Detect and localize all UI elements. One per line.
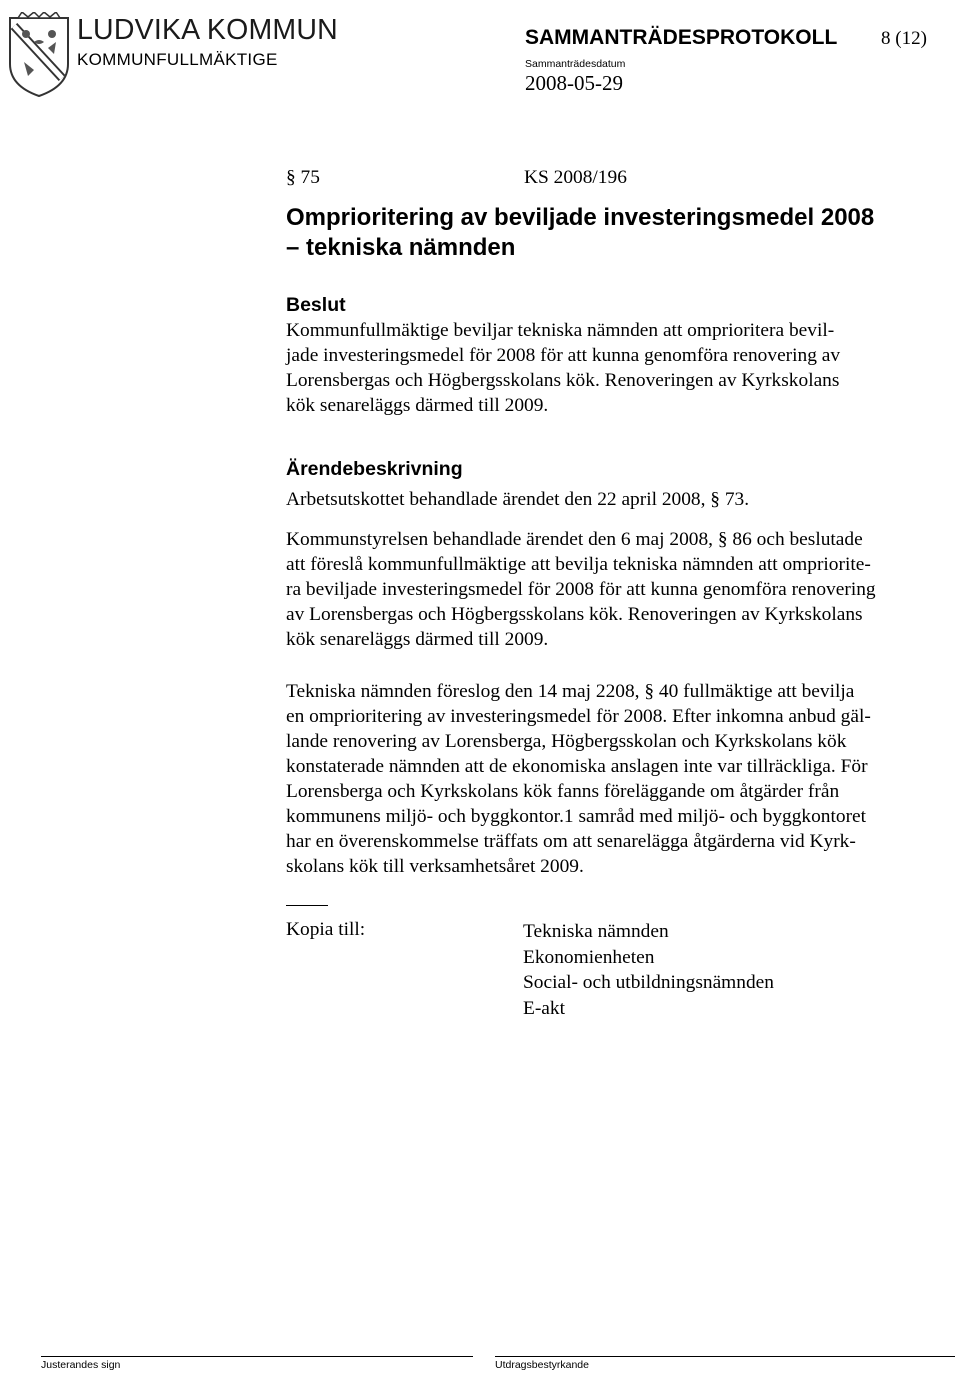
paragraph-number: § 75: [286, 167, 320, 188]
text-line: jade investeringsmedel för 2008 för att kunna genomföra renovering av: [286, 345, 841, 366]
text-line: Arbetsutskottet behandlade ärendet den 22 april 2008, § 73.: [286, 489, 750, 510]
text-line: att föreslå kommunfullmäktige att bevilja tekniska nämnden att omprioritе-: [286, 554, 871, 575]
item-title: [286, 203, 874, 263]
organization-name: LUDVIKA KOMMUN: [77, 14, 338, 46]
copy-recipient: Social- och utbildningsnämnden: [523, 972, 774, 993]
text-line: Lorensbergas och Högbergsskolans kök. Renoveringen av Kyrkskolans: [286, 370, 840, 391]
page-number: 8 (12): [881, 28, 927, 49]
copy-to-label: Kopia till:: [286, 919, 366, 940]
meeting-date-label: Sammanträdesdatum: [525, 58, 626, 70]
item-title-line: – tekniska nämnden: [286, 234, 516, 261]
arende-paragraph-1: [286, 487, 954, 512]
extract-certification-label: Utdragsbestyrkande: [495, 1359, 589, 1371]
copy-to-list: [523, 919, 774, 1021]
separator-rule: [286, 905, 328, 906]
beslut-heading: Beslut: [286, 294, 346, 316]
text-line: ra beviljade investeringsmedel för 2008 för att kunna genomföra renovering: [286, 579, 876, 600]
coat-of-arms-icon: [4, 12, 74, 98]
beslut-text: [286, 318, 954, 418]
text-line: har en överenskommelse träffats om att senarelägga åtgärderna vid Kyrk-: [286, 831, 856, 852]
item-title-line: Omprioritering av beviljade investeringsmedel 2008: [286, 204, 875, 231]
organization-body: KOMMUNFULLMÄKTIGE: [77, 50, 278, 69]
text-line: konstaterade nämnden att de ekonomiska anslagen inte var tillräckliga. För: [286, 756, 868, 777]
signature-rule-right: [495, 1356, 955, 1357]
copy-recipient: E-akt: [523, 997, 565, 1019]
copy-recipient: Ekonomienheten: [523, 946, 655, 968]
arende-paragraph-3: [286, 679, 954, 879]
copy-recipient: Tekniska nämnden: [523, 921, 669, 942]
text-line: Kommunfullmäktige beviljar tekniska nämnden att omprioritera bevil-: [286, 320, 835, 341]
text-line: kommunens miljö- och byggkontor.1 samråd med miljö- och byggkontoret: [286, 806, 867, 827]
document-type: SAMMANTRÄDESPROTOKOLL: [525, 26, 838, 49]
text-line: Lorensberga och Kyrkskolans kök fanns föreläggande om åtgärder från: [286, 781, 840, 802]
arendebeskrivning-heading: Ärendebeskrivning: [286, 458, 463, 480]
text-line: kök senareläggs därmed till 2009.: [286, 395, 549, 416]
text-line: kök senareläggs därmed till 2009.: [286, 629, 549, 650]
arende-paragraph-2: [286, 527, 954, 652]
meeting-date: 2008-05-29: [525, 71, 623, 95]
text-line: Kommunstyrelsen behandlade ärendet den 6 maj 2008, § 86 och beslutade: [286, 529, 863, 550]
adjuster-signature-label: Justerandes sign: [41, 1359, 121, 1371]
text-line: Tekniska nämnden föreslog den 14 maj 2208, § 40 fullmäktige att bevilja: [286, 681, 855, 702]
case-number: KS 2008/196: [524, 167, 627, 188]
text-line: av Lorensbergas och Högbergsskolans kök. Renoveringen av Kyrkskolans: [286, 604, 863, 625]
text-line: lande renovering av Lorensberga, Högbergsskolan och Kyrkskolans kök: [286, 731, 847, 752]
signature-rule-left: [41, 1356, 473, 1357]
text-line: skolans kök till verksamhetsåret 2009.: [286, 856, 584, 877]
text-line: en omprioritering av investeringsmedel för 2008. Efter inkomna anbud gäl-: [286, 706, 871, 727]
